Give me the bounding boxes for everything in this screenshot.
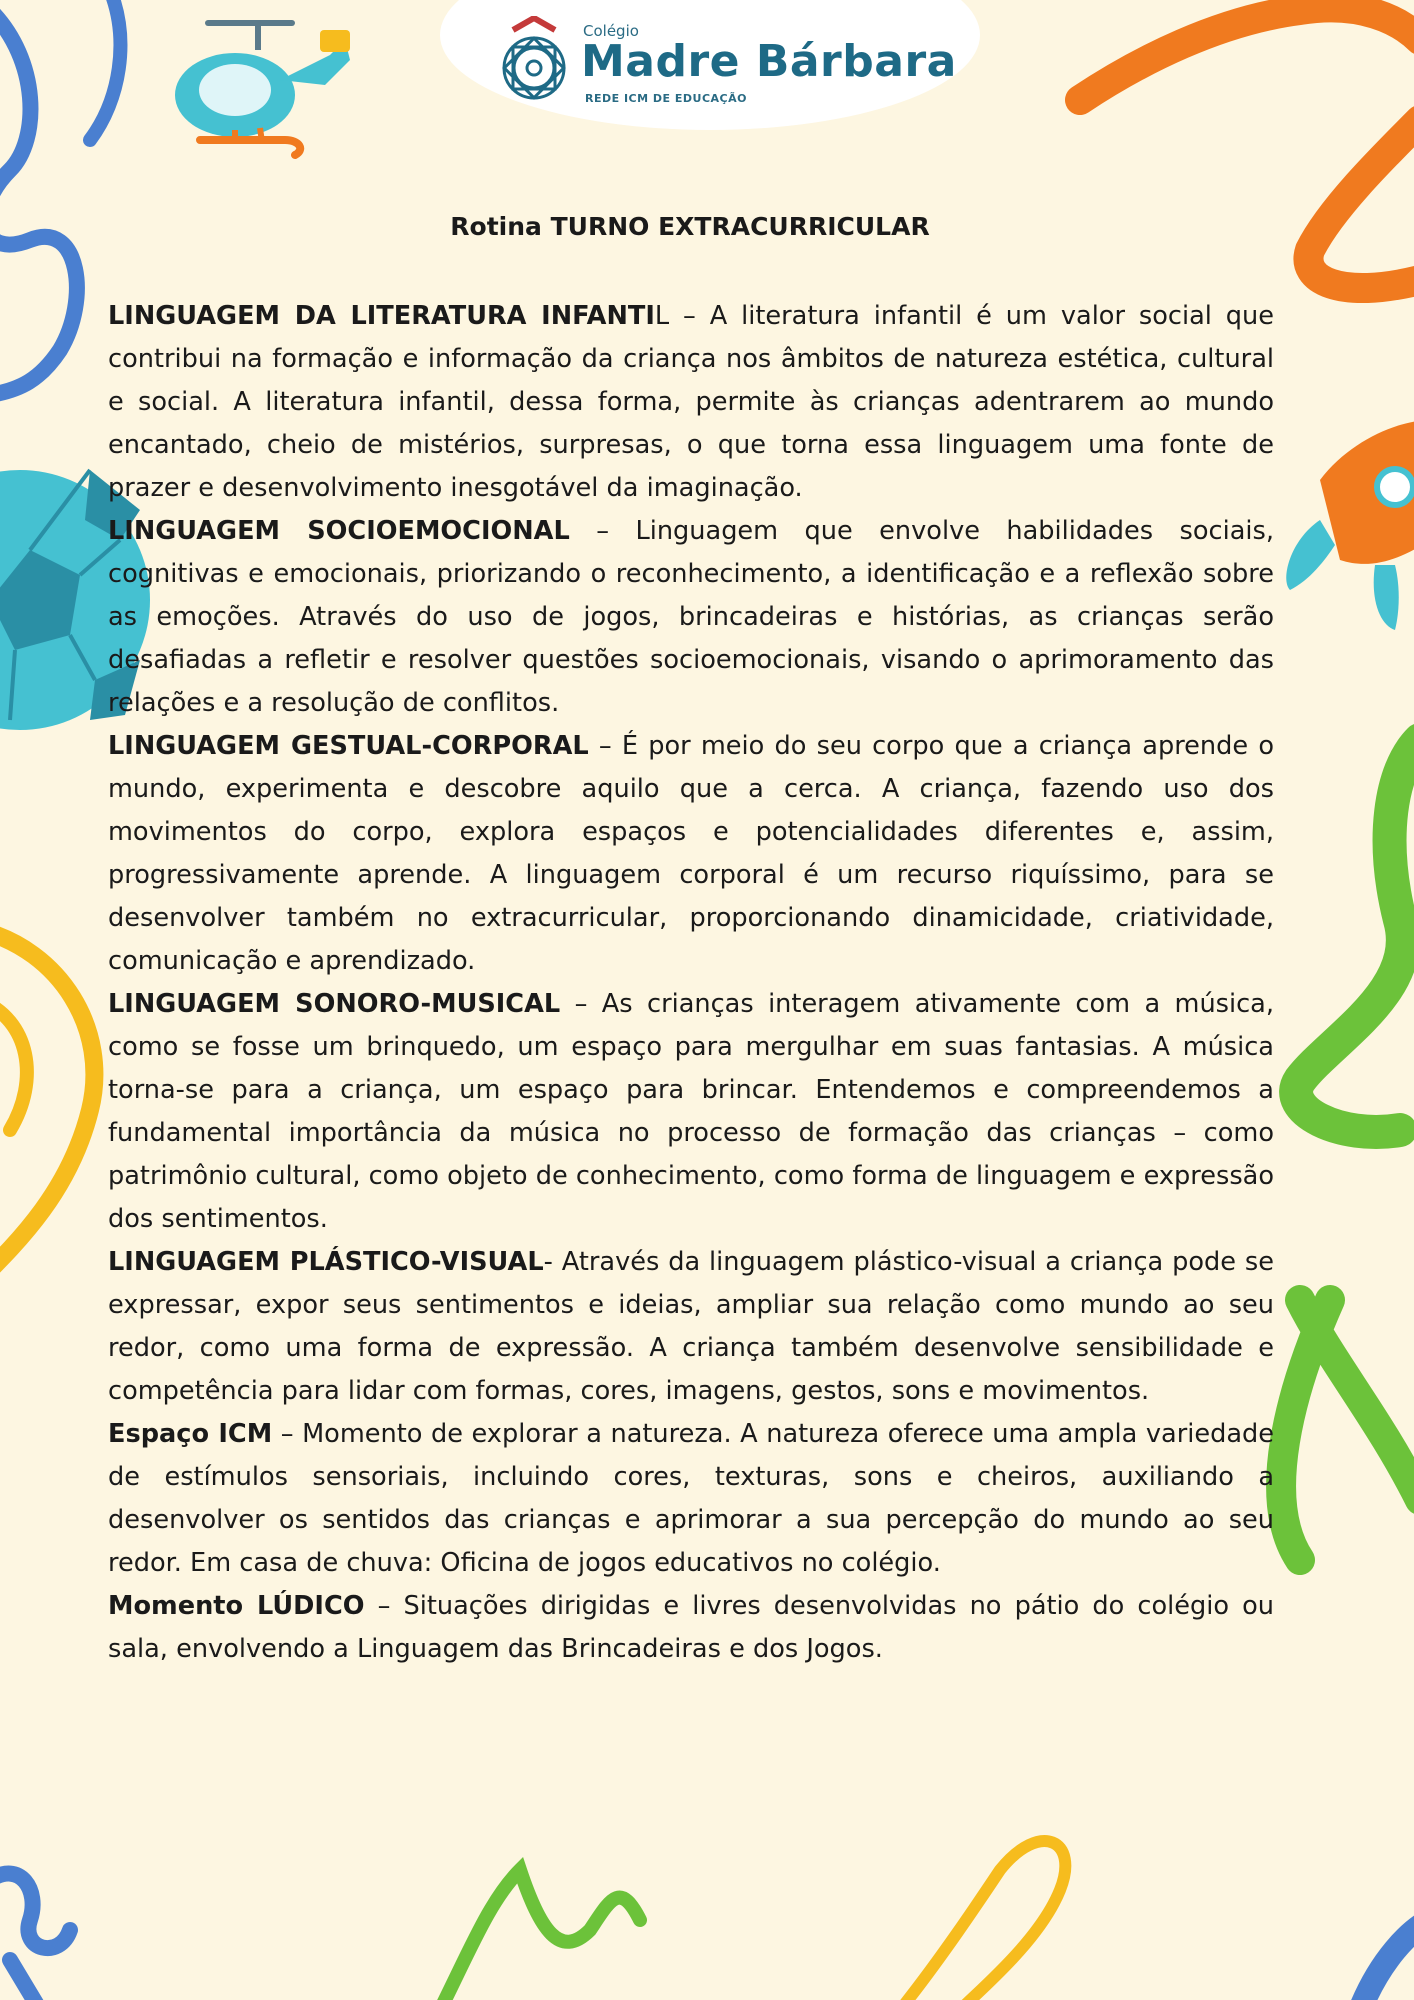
section-text: – Linguagem que envolve habilidades sociais, cognitivas e emocionais, priorizando o reconhecimento, a identificação e a reflexão sobre as emoções. Através do uso de jogos, brincadeiras e histórias, as crianças serão desafiadas a refletir e resolver questões socioemocionais, visando o aprimoramento das relações e a resolução de conflitos. [108,516,1274,718]
section-gestual-corporal [108,725,1274,983]
section-espaco-icm [108,1413,1274,1585]
green-zigzag-right [1281,1300,1414,1560]
logo-subtitle-text: REDE ICM DE EDUCAÇÃO [585,92,747,105]
section-text: - Através da linguagem plástico-visual a criança pode se expressar, expor seus sentimentos e ideias, ampliar sua relação como mundo ao seu redor, como uma forma de expressão. A criança também desenvolve sensibilidade e competência para lidar com formas, cores, imagens, gestos, sons e movimentos. [108,1247,1274,1406]
section-text: – Situações dirigidas e livres desenvolvidas no pátio do colégio ou sala, envolvendo a Linguagem das Brincadeiras e dos Jogos. [108,1591,1274,1664]
section-plastico-visual [108,1241,1274,1413]
yellow-squiggle-bottom [900,1841,1065,2000]
section-heading: LINGUAGEM PLÁSTICO-VISUAL [108,1247,544,1277]
green-squiggle-bottom [440,1870,640,2000]
section-literatura [108,295,1274,510]
yellow-arc-left-inner [0,1000,27,1130]
section-heading: LINGUAGEM GESTUAL-CORPORAL [108,731,589,761]
document-body [108,295,1274,1671]
section-socioemocional [108,510,1274,725]
section-text: – Momento de explorar a natureza. A natureza oferece uma ampla variedade de estímulos sensoriais, incluindo cores, texturas, sons e cheiros, auxiliando a desenvolver os sentidos das crianças e aprimorar a sua percepção do mundo ao seu redor. Em casa de chuva: Oficina de jogos educativos no colégio. [108,1419,1274,1578]
blue-squiggle-bottom-right [1360,1920,1414,2000]
section-heading: LINGUAGEM SONORO-MUSICAL [108,989,561,1019]
logo-name-text: Madre Bárbara [581,36,957,87]
section-momento-ludico [108,1585,1274,1671]
rocket-icon [1286,420,1414,630]
blue-arc-top-left [90,0,120,140]
section-sonoro-musical [108,983,1274,1241]
logo-small-text: Colégio [583,22,639,40]
section-text: – É por meio do seu corpo que a criança aprende o mundo, experimenta e descobre aquilo que a cerca. A criança, fazendo uso dos movimentos do corpo, explora espaços e potencialidades diferentes e, assim, progressivamente aprende. A linguagem corporal é um recurso riquíssimo, para se desenvolver também no extracurricular, proporcionando dinamicidade, criatividade, comunicação e aprendizado. [108,731,1274,976]
section-text: – As crianças interagem ativamente com a música, como se fosse um brinquedo, um espaço para mergulhar em suas fantasias. A música torna-se para a criança, um espaço para brincar. Entendemos e compreendemos a fundamental importância da música no processo de formação das crianças – como patrimônio cultural, como objeto de conhecimento, como forma de linguagem e expressão dos sentimentos. [108,989,1275,1234]
logo-emblem-icon [495,16,573,106]
section-heading: Momento LÚDICO [108,1591,365,1621]
helicopter-icon [175,20,350,155]
page-title: Rotina TURNO EXTRACURRICULAR [450,212,930,241]
orange-loop-top-right [1308,120,1414,288]
school-logo [495,16,957,106]
blue-squiggle-bottom-left [0,1874,70,2000]
section-text: L – A literatura infantil é um valor social que contribui na formação e informação da criança nos âmbitos de natureza estética, cultural e social. A literatura infantil, dessa forma, permite às crianças adentrarem ao mundo encantado, cheio de mistérios, surpresas, o que torna essa linguagem uma fonte de prazer e desenvolvimento inesgotável da imaginação. [108,301,1274,503]
orange-squiggle-top-right [1080,7,1414,100]
section-heading: Espaço ICM [108,1419,273,1449]
blue-squiggle-top-left [0,10,77,395]
green-squiggle-right [1296,740,1414,1132]
section-heading: LINGUAGEM DA LITERATURA INFANTI [108,301,655,331]
section-heading: LINGUAGEM SOCIOEMOCIONAL [108,516,570,546]
